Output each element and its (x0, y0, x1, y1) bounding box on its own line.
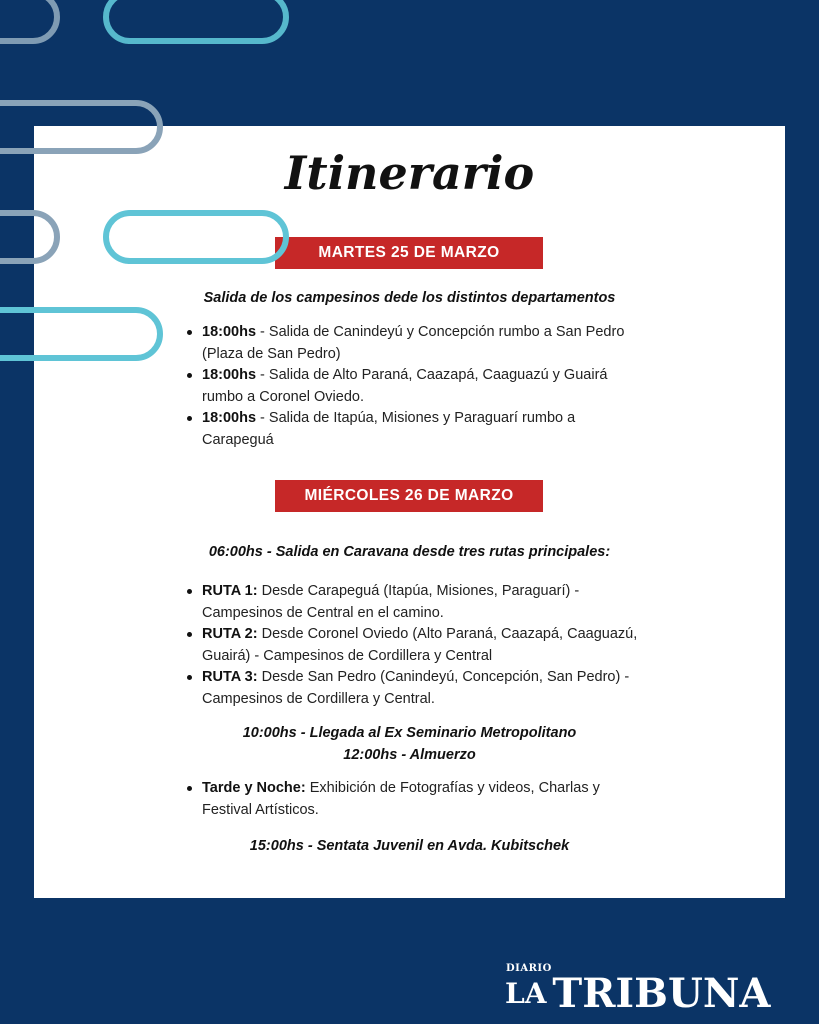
route-text: Desde San Pedro (Canindeyú, Concepción, San Pedro) - Campesinos de Cordillera y Central. (202, 669, 630, 707)
list-item (186, 408, 646, 451)
list-item (186, 322, 646, 365)
logo-name: TRIBUNA (552, 970, 771, 1017)
route-text: Desde Carapeguá (Itapúa, Misiones, Paraguarí) - Campesinos de Central en el camino. (202, 583, 580, 621)
list-item (186, 624, 656, 667)
logo-la: LA (505, 977, 547, 1010)
logo-wordmark (505, 960, 770, 1016)
logo-small-text: DIARIO (506, 963, 552, 974)
decor-pill (0, 0, 60, 44)
route-text: Desde Coronel Oviedo (Alto Paraná, Caazapá, Caaguazú, Guairá) - Campesinos de Cordillera y Central (202, 626, 638, 664)
item-time: 18:00hs (202, 410, 257, 426)
decor-pill (0, 100, 163, 154)
decor-pill (103, 210, 289, 264)
list-item (186, 778, 626, 821)
route-label: RUTA 3: (202, 669, 258, 685)
route-label: RUTA 2: (202, 626, 258, 642)
item-time: 18:00hs (202, 324, 257, 340)
item-text: - Salida de Itapúa, Misiones y Paraguarí rumbo a Carapeguá (202, 410, 576, 448)
list-item (186, 667, 656, 710)
item-text: - Salida de Canindeyú y Concepción rumbo a San Pedro (Plaza de San Pedro) (202, 324, 625, 362)
item-text: - Salida de Alto Paraná, Caazapá, Caaguazú y Guairá rumbo a Coronel Oviedo. (202, 367, 608, 405)
decor-pill (0, 307, 163, 361)
page-title: Itinerario (284, 146, 535, 200)
arrival-line: 10:00hs - Llegada al Ex Seminario Metropolitano (242, 725, 577, 741)
afternoon-text: Exhibición de Fotografías y videos, Charlas y Festival Artísticos. (202, 780, 600, 818)
day2-routes (186, 581, 656, 710)
afternoon-list (186, 778, 626, 821)
date-banner-day2: MIÉRCOLES 26 DE MARZO (275, 480, 543, 512)
closing-line: 15:00hs - Sentata Juvenil en Avda. Kubitschek (249, 838, 570, 854)
decor-pill (0, 210, 60, 264)
list-item (186, 581, 656, 624)
list-item (186, 365, 646, 408)
day2-subhead: 06:00hs - Salida en Caravana desde tres rutas principales: (208, 544, 611, 560)
afternoon-label: Tarde y Noche: (202, 780, 306, 796)
item-time: 18:00hs (202, 367, 257, 383)
date-banner-day1: MARTES 25 DE MARZO (275, 237, 543, 269)
day1-subhead: Salida de los campesinos dede los distintos departamentos (203, 290, 616, 306)
route-label: RUTA 1: (202, 583, 258, 599)
day1-list (186, 322, 646, 451)
decor-pill (103, 0, 289, 44)
lunch-line: 12:00hs - Almuerzo (343, 747, 476, 763)
